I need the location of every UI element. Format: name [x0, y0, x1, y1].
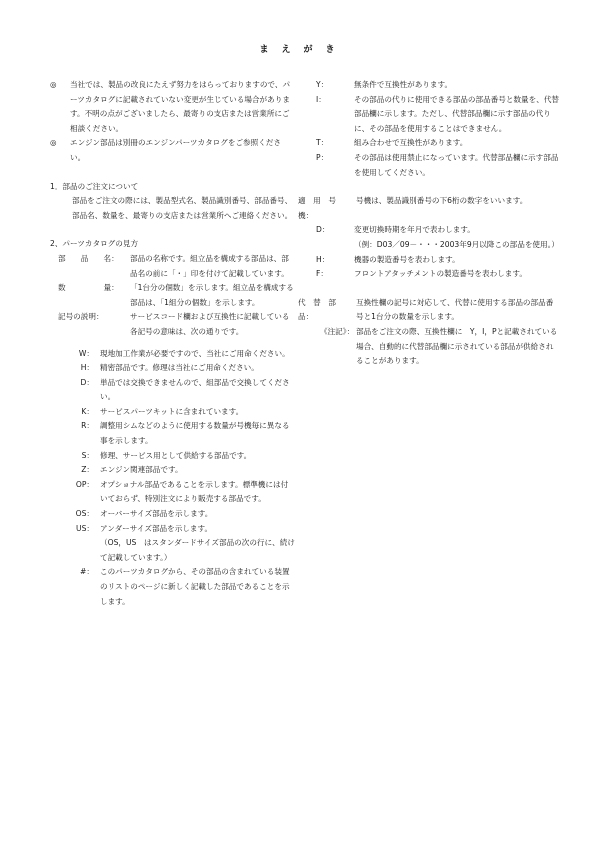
code-item	[50, 347, 295, 362]
code-symbol: P：	[316, 152, 329, 162]
order-text: 部品をご注文の際には、製品型式名、製品識別番号、部品番号、部品名、数量を、最寄りの支店または営業所へご連絡ください。	[72, 196, 293, 220]
code-item	[50, 565, 295, 609]
definition-item	[50, 281, 295, 310]
code-item	[50, 522, 295, 537]
code-text: その部品は使用禁止になっています。代替部品欄に示す部品を使用してください。	[354, 152, 559, 177]
code-symbol: D：	[316, 225, 330, 235]
code-item	[50, 376, 295, 405]
code-text: 機器の製造番号を表わします。	[354, 254, 460, 264]
code-symbol: OP：	[75, 479, 94, 489]
code-text: その部品の代りに使用できる部品の部品番号と数量を、代替部品欄に示します。ただし、代替部品欄に示す部品の代りに、その部品を使用することはできません。	[354, 94, 560, 133]
substitute-parts	[298, 296, 560, 325]
code-text: 変更切換時期を年月で表わします。	[354, 225, 475, 235]
code-item	[50, 507, 295, 522]
definition-text: サービスコード欄および互換性に記載している各記号の意味は、次の通りです。	[130, 312, 290, 336]
code-note: （例：D03／09－・・・2003年9月以降この部品を使用。）	[354, 239, 559, 249]
code-text: フロントアタッチメントの製造番号を表わします。	[354, 269, 527, 279]
code-item	[298, 253, 560, 268]
note-label: 《注記》：	[320, 326, 355, 336]
code-item	[298, 93, 560, 137]
code-item	[50, 536, 295, 565]
code-text: 組み合わせで互換性があります。	[354, 138, 468, 148]
code-item	[50, 419, 295, 448]
code-symbol: H：	[80, 363, 94, 373]
intro-paragraph	[50, 78, 295, 136]
code-item	[298, 238, 560, 253]
right-column	[298, 78, 560, 369]
code-item	[50, 405, 295, 420]
definition-text: 部品の名称です。組立品を構成する部品は、部品名の前に「・」印を付けて記載しています。	[130, 253, 289, 278]
left-column	[50, 78, 295, 609]
definition-label: 部 品 名：	[58, 253, 119, 263]
code-text: アンダーサイズ部品を示します。	[100, 523, 213, 533]
code-text: サービスパーツキットに含まれています。	[100, 406, 244, 416]
code-symbol: OS：	[75, 509, 94, 519]
code-symbol: US：	[76, 523, 94, 533]
code-text: 単品では交換できませんので、組部品で交換してください。	[100, 377, 290, 402]
code-text: 無条件で互換性があります。	[354, 80, 453, 89]
applicable-serial	[298, 194, 560, 223]
code-item	[298, 136, 560, 151]
code-symbol: D：	[80, 377, 94, 387]
code-symbol: S：	[81, 450, 94, 460]
code-item	[298, 223, 560, 238]
applicable-text: 号機は、製品識別番号の下6桁の数字をいいます。	[356, 196, 528, 206]
code-text: このパーツカタログから、その部品の含まれている装置のリストのページに新しく記載した部品であることを示します。	[100, 567, 290, 606]
code-symbol: #：	[80, 567, 94, 577]
code-text: オーバーサイズ部品を示します。	[100, 509, 213, 519]
code-note: （OS，US はスタンダードサイズ部品の次の行に、続けて記載しています。）	[100, 538, 295, 562]
code-text: エンジン関連部品です。	[100, 465, 183, 475]
code-symbol: I：	[316, 94, 326, 104]
definition-label: 記号の説明：	[58, 312, 104, 322]
double-circle-icon: ◎	[50, 138, 57, 148]
code-symbol: F：	[316, 269, 328, 279]
applicable-label: 適 用 号 機：	[298, 196, 344, 220]
code-symbol: Z：	[81, 465, 94, 475]
code-item	[298, 267, 560, 282]
substitute-note	[298, 325, 560, 369]
code-item	[298, 78, 560, 93]
code-symbol: T：	[316, 138, 329, 148]
code-text: 精密部品です。修理は当社にご用命ください。	[100, 363, 259, 373]
section-heading-order: 1．部品のご注文について	[50, 181, 139, 191]
note-text: 部品をご注文の際、互換性欄に Y，I，Pと記載されている場合、自動的に代替部品欄に示されている部品が供給されることがあります。	[356, 326, 558, 366]
substitute-text: 互換性欄の記号に対応して、代替に使用する部品の部品番号と1台分の数量を示します。	[356, 297, 554, 322]
page-title: ま え が き	[259, 45, 337, 55]
definition-item	[50, 310, 295, 339]
intro-text: 当社では、製品の改良にたえず努力をはらっておりますので、パーツカタログに記載されていない変更が生じている場合があります。不明の点がございましたら、最寄りの支店または営業所にご相談ください。	[70, 80, 291, 133]
intro-paragraph	[50, 136, 295, 165]
code-item	[50, 449, 295, 464]
definition-item	[50, 252, 295, 281]
code-text: 調整用シムなどのように使用する数量が号機毎に異なる事を示します。	[100, 421, 290, 446]
code-item	[50, 478, 295, 507]
section-heading-howto: 2、パーツカタログの見方	[50, 239, 139, 249]
intro-text: エンジン部品は別冊のエンジンパーツカタログをご参照ください。	[70, 138, 282, 162]
code-item	[298, 151, 560, 180]
definition-text: 「1台分の個数」を示します。組立品を構成する部品は、「1組分の個数」を示します。	[130, 283, 294, 307]
code-symbol: R：	[81, 421, 94, 431]
code-text: 修理、サービス用として供給する部品です。	[100, 450, 252, 460]
code-text: 現地加工作業が必要ですので、当社にご用命ください。	[100, 348, 290, 358]
code-symbol: K：	[81, 406, 94, 416]
code-symbol: W：	[78, 348, 94, 358]
substitute-label: 代 替 部 品：	[298, 297, 344, 322]
code-item	[50, 361, 295, 376]
code-text: オプショナル部品であることを示します。標準機には付いておらず、特別注文により販売する部品です。	[100, 479, 289, 504]
code-symbol: Y：	[316, 80, 329, 89]
double-circle-icon: ◎	[50, 80, 57, 89]
code-item	[50, 463, 295, 478]
definition-label: 数 量：	[58, 283, 119, 293]
code-symbol: H：	[316, 254, 330, 264]
